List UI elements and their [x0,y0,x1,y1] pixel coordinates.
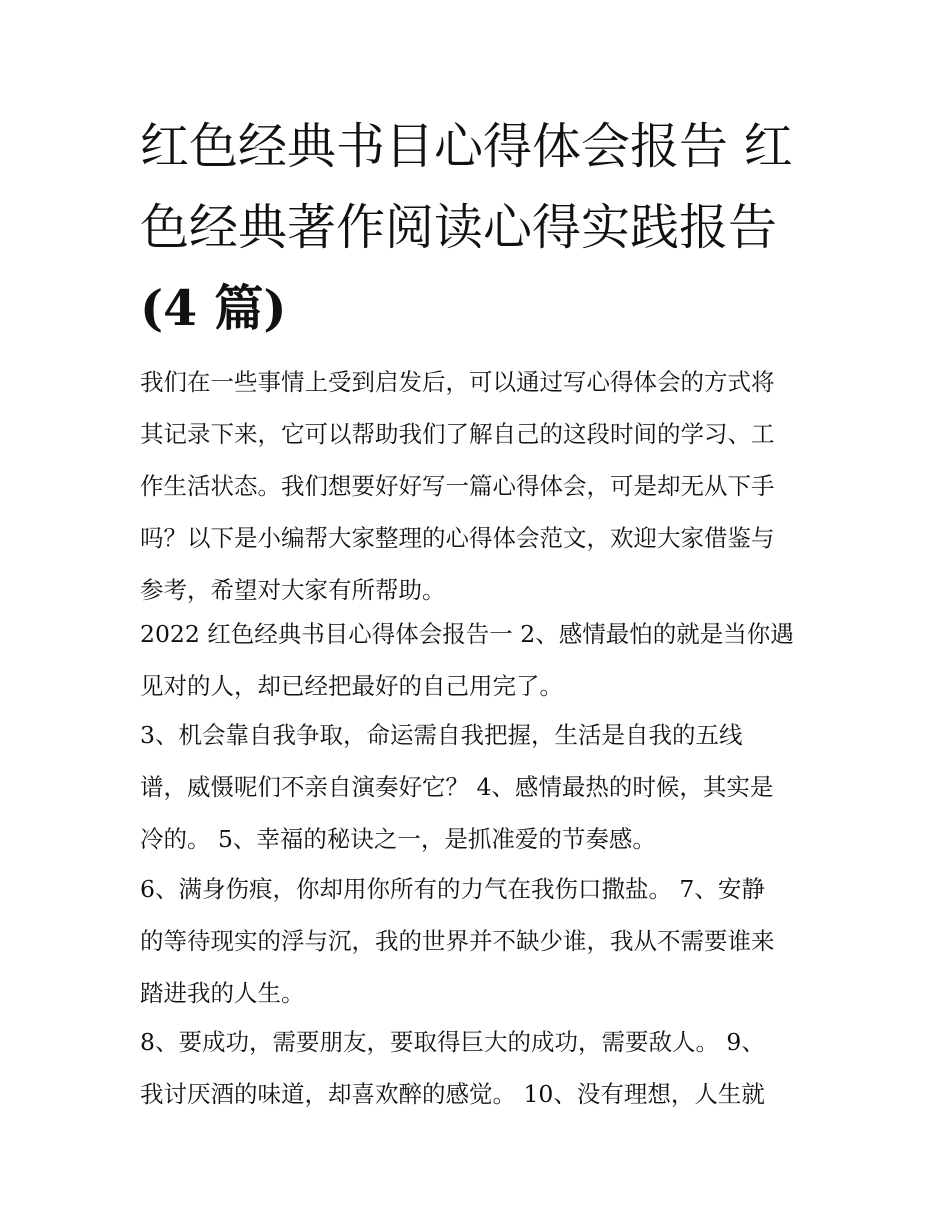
paragraph-items-8-10 [140,1016,830,1120]
paragraph-report-one [140,608,830,712]
paragraph-line: 参考，希望对大家有所帮助。 [140,576,446,604]
paragraph-line: 吗？以下是小编帮大家整理的心得体会范文，欢迎大家借鉴与 [140,524,775,552]
paragraph-line: 作生活状态。我们想要好好写一篇心得体会，可是却无从下手 [140,472,775,500]
paragraph-line: 冷的。 5、幸福的秘诀之一，是抓准爱的节奏感。 [140,825,656,853]
paragraph-line: 3、机会靠自我争取，命运需自我把握，生活是自我的五线 [140,721,743,749]
paragraph-intro [140,356,830,616]
paragraph-line: 8、要成功，需要朋友，要取得巨大的成功，需要敌人。 9、 [140,1028,765,1056]
paragraph-line: 6、满身伤痕，你却用你所有的力气在我伤口撒盐。 7、安静 [140,875,765,903]
paragraph-line: 2022 红色经典书目心得体会报告一 2、感情最怕的就是当你遇 [140,620,794,648]
paragraph-line: 见对的人，却已经把最好的自己用完了。 [140,672,563,700]
paragraph-line: 我们在一些事情上受到启发后，可以通过写心得体会的方式将 [140,368,775,396]
paragraph-items-6-7 [140,863,830,1019]
title-line-1: 红色经典书目心得体会报告 红 [140,118,793,175]
paragraph-line: 谱，威慑呢们不亲自演奏好它？ 4、感情最热的时候，其实是 [140,773,774,801]
document-title [140,106,820,349]
paragraph-line: 踏进我的人生。 [140,979,305,1007]
paragraph-line: 其记录下来，它可以帮助我们了解自己的这段时间的学习、工 [140,420,775,448]
paragraph-line: 的等待现实的浮与沉，我的世界并不缺少谁，我从不需要谁来 [140,927,775,955]
title-line-3: (4 篇) [140,279,287,337]
title-line-2: 色经典著作阅读心得实践报告 [140,199,778,256]
paragraph-line: 我讨厌酒的味道，却喜欢醉的感觉。 10、没有理想，人生就 [140,1080,765,1108]
paragraph-items-3-5 [140,709,830,865]
